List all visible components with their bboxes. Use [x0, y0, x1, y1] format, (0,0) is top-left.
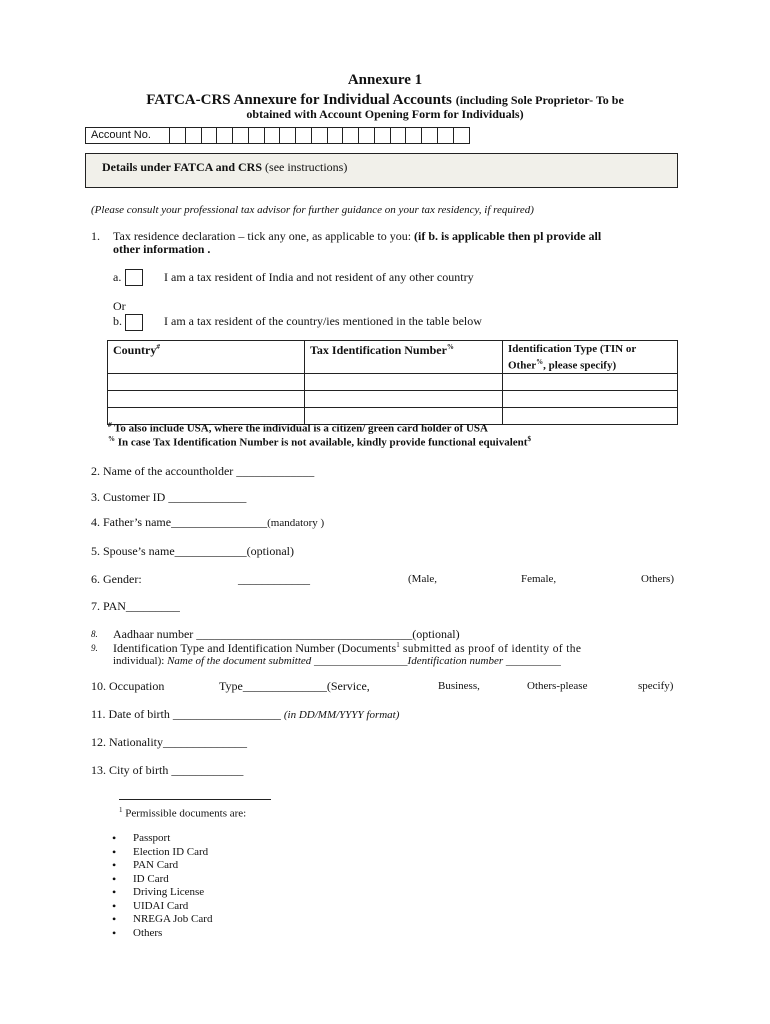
- fathers-name-field[interactable]: [91, 515, 324, 530]
- aadhaar-number-index: 8.: [91, 629, 98, 639]
- account-digit-box[interactable]: [312, 128, 328, 143]
- account-digit-box[interactable]: [454, 128, 470, 143]
- form-title-sub: (including Sole Proprietor- To be: [455, 93, 624, 107]
- account-number-field[interactable]: [85, 127, 470, 144]
- form-title-main: FATCA-CRS Annexure for Individual Accounts: [146, 92, 452, 108]
- account-digit-box[interactable]: [343, 128, 359, 143]
- tax-advice-note: (Please consult your professional tax advisor for further guidance on your tax residency, if required): [91, 204, 534, 216]
- date-of-birth-format: (in DD/MM/YYYY format): [283, 709, 400, 721]
- spouse-name-field[interactable]: 5. Spouse’s name____________(optional): [91, 544, 294, 558]
- option-b-label: b.: [113, 314, 122, 328]
- identification-type-sup: 1: [396, 641, 400, 649]
- gender-input[interactable]: ____________: [238, 572, 310, 586]
- account-digit-box[interactable]: [328, 128, 344, 143]
- list-item: • UIDAI Card: [112, 900, 212, 914]
- account-digit-box[interactable]: [186, 128, 202, 143]
- id-type-header-other: Other: [508, 359, 537, 372]
- account-digit-box[interactable]: [438, 128, 454, 143]
- permissible-docs-text: Permissible documents are:: [122, 807, 247, 820]
- pan-field[interactable]: 7. PAN_________: [91, 599, 180, 613]
- q1-question: Tax residence declaration – tick any one, as applicable to you:: [113, 229, 412, 243]
- tin-header-text: Tax Identification Number: [310, 343, 447, 357]
- details-title: Details under FATCA and CRS: [102, 160, 263, 174]
- list-item: • Others: [112, 927, 212, 941]
- account-digit-box[interactable]: [265, 128, 281, 143]
- permissible-docs-list: [112, 832, 212, 940]
- list-item: • Passport: [112, 832, 212, 846]
- city-of-birth-field[interactable]: 13. City of birth ____________: [91, 763, 244, 777]
- account-digit-box[interactable]: [249, 128, 265, 143]
- table-header-row: [108, 341, 678, 374]
- gender-label: 6. Gender:: [91, 572, 142, 586]
- col-header-tin: [305, 341, 503, 374]
- fathers-name-mandatory: (mandatory ): [267, 517, 325, 529]
- date-of-birth-field[interactable]: [91, 707, 399, 722]
- gender-female-option: Female,: [521, 573, 557, 585]
- identification-type-text-b: submitted as proof of identity of the: [399, 643, 582, 655]
- details-section-box: [85, 153, 678, 188]
- footnote-separator: [119, 799, 271, 800]
- cell-tin[interactable]: [305, 373, 503, 390]
- tin-header-sup: %: [446, 343, 454, 351]
- list-item: • Driving License: [112, 886, 212, 900]
- occupation-type-input[interactable]: Type______________(Service,: [219, 679, 370, 693]
- country-header-sup: #: [156, 343, 160, 351]
- occupation-specify: specify): [638, 680, 674, 692]
- gender-others-option: Others): [641, 573, 674, 585]
- list-item: • PAN Card: [112, 859, 212, 873]
- footnote-usa: [108, 421, 488, 435]
- q1-bold-note: (if b. is applicable then pl provide all: [414, 229, 602, 243]
- fathers-name-label: 4. Father’s name________________: [91, 515, 268, 529]
- footnote-tin-mark: %: [108, 435, 115, 443]
- permissible-docs-sup: 1: [119, 806, 123, 814]
- option-a-checkbox[interactable]: [125, 269, 143, 286]
- details-note: (see instructions): [265, 160, 348, 174]
- option-a-text: I am a tax resident of India and not resident of any other country: [164, 270, 474, 284]
- identification-individual: individual):: [113, 655, 165, 667]
- q1-number: 1.: [91, 229, 100, 243]
- identification-type-text: Identification Type and Identification Number (Documents: [113, 641, 397, 655]
- footnote-usa-mark: #: [108, 421, 112, 429]
- cell-id-type[interactable]: [503, 373, 678, 390]
- account-digit-box[interactable]: [217, 128, 233, 143]
- table-row: [108, 373, 678, 390]
- details-heading: [102, 160, 347, 175]
- list-item: • ID Card: [112, 873, 212, 887]
- cell-tin[interactable]: [305, 390, 503, 407]
- identification-document-line[interactable]: [113, 655, 561, 667]
- account-digit-box[interactable]: [233, 128, 249, 143]
- accountholder-name-field[interactable]: 2. Name of the accountholder _____________: [91, 464, 315, 478]
- cell-id-type[interactable]: [503, 407, 678, 424]
- annexure-title: Annexure 1: [347, 72, 423, 88]
- footnote-tin-text: In case Tax Identification Number is not available, kindly provide functional equivalent: [115, 436, 528, 449]
- occupation-label: 10. Occupation: [91, 679, 165, 693]
- id-type-header-sup: %: [536, 358, 544, 366]
- col-header-country: [108, 341, 305, 374]
- aadhaar-field[interactable]: Aadhaar number ____________________________________(optional): [113, 627, 460, 641]
- identification-type-line: [113, 641, 581, 656]
- gender-male-option: (Male,: [408, 573, 438, 585]
- list-item: • Election ID Card: [112, 846, 212, 860]
- tax-residency-table: [107, 340, 678, 425]
- account-digit-box[interactable]: [375, 128, 391, 143]
- option-b-checkbox[interactable]: [125, 314, 143, 331]
- footnote-usa-text: To also include USA, where the individual is a citizen/ green card holder of USA: [111, 422, 488, 435]
- account-number-label: Account No.: [86, 128, 170, 143]
- account-digit-box[interactable]: [170, 128, 186, 143]
- form-title-sub2: obtained with Account Opening Form for Individuals): [246, 107, 524, 121]
- or-text: Or: [113, 299, 126, 313]
- date-of-birth-label: 11. Date of birth __________________: [91, 707, 281, 721]
- option-a-label: a.: [113, 270, 122, 284]
- option-b-text: I am a tax resident of the country/ies mentioned in the table below: [164, 314, 482, 328]
- account-digit-box[interactable]: [391, 128, 407, 143]
- footnote-tin-sup: $: [527, 435, 531, 443]
- account-digit-box[interactable]: [406, 128, 422, 143]
- q1-bold-note-cont: other information .: [113, 242, 211, 256]
- account-digit-box[interactable]: [202, 128, 218, 143]
- cell-country[interactable]: [108, 390, 305, 407]
- customer-id-field[interactable]: 3. Customer ID _____________: [91, 490, 247, 504]
- identification-document-blanks: Name of the document submitted _________________Identification number __________: [167, 655, 561, 667]
- table-row: [108, 390, 678, 407]
- occupation-business-option: Business,: [438, 680, 480, 692]
- col-header-id-type: [503, 341, 678, 374]
- cell-id-type[interactable]: [503, 390, 678, 407]
- identification-index: 9.: [91, 643, 98, 653]
- account-digit-box[interactable]: [422, 128, 438, 143]
- cell-country[interactable]: [108, 373, 305, 390]
- permissible-docs-title: [119, 806, 246, 820]
- list-item: • NREGA Job Card: [112, 913, 212, 927]
- nationality-field[interactable]: 12. Nationality______________: [91, 735, 247, 749]
- id-type-header-line2: , please specify): [543, 359, 617, 372]
- id-type-header-line1: Identification Type (TIN or: [508, 343, 637, 355]
- account-digit-box[interactable]: [280, 128, 296, 143]
- country-header-text: Country: [113, 343, 157, 357]
- account-digit-box[interactable]: [359, 128, 375, 143]
- account-digit-box[interactable]: [296, 128, 312, 143]
- occupation-others-option: Others-please: [527, 680, 588, 692]
- footnote-tin: [108, 435, 531, 449]
